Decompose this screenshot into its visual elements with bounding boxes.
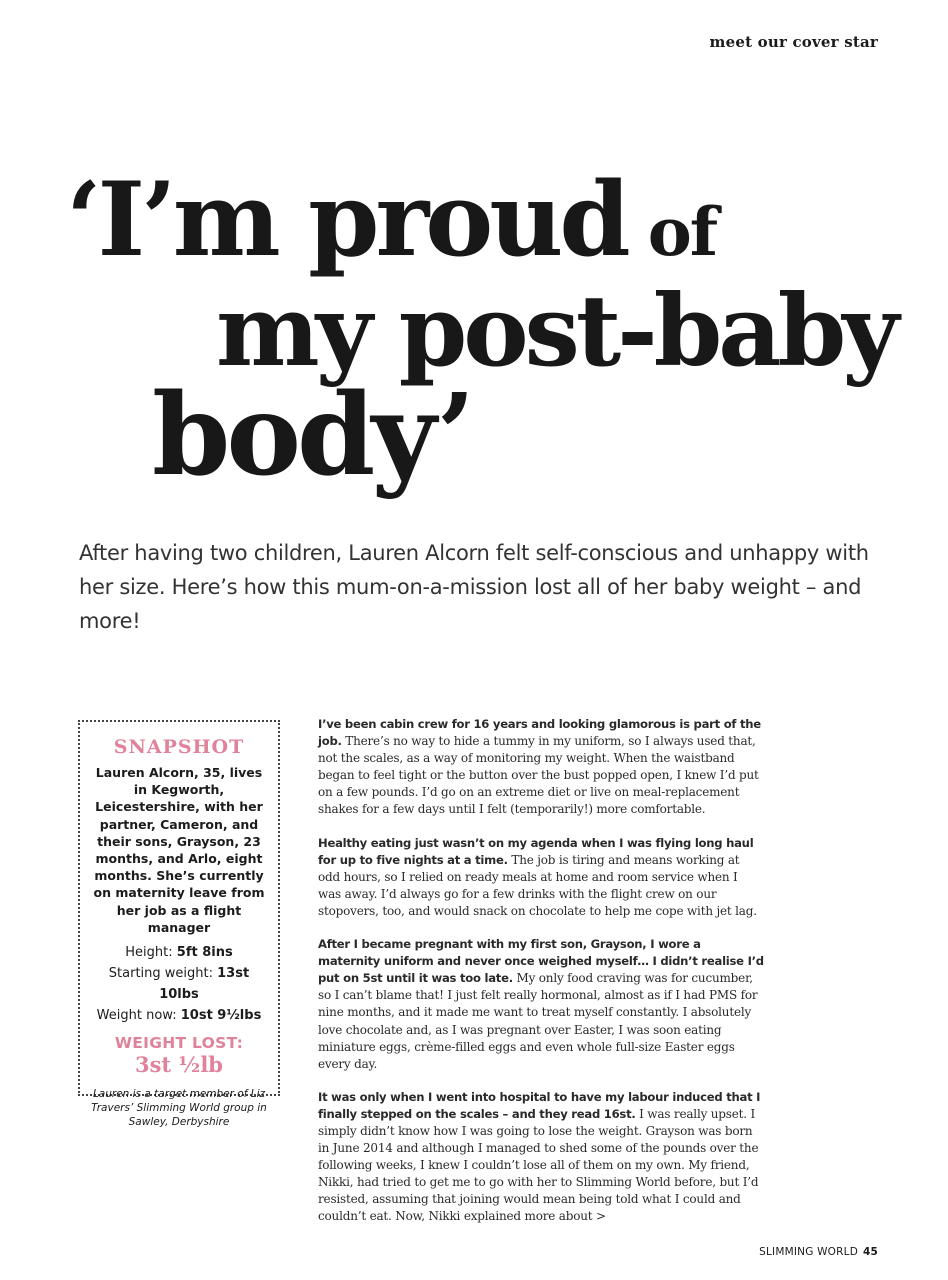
paragraph-lead: After I became pregnant with my first son, Grayson, I wore a maternity uniform and never once weighed myself… I didn’t realise I’d put on 5st until it was too late.	[318, 937, 764, 986]
headline-line-1	[66, 160, 896, 282]
page-number: 45	[862, 1246, 878, 1258]
weight-lost-value: 3st ½lb	[134, 1052, 223, 1078]
snapshot-bio: Lauren Alcorn, 35, lives in Kegworth, Leicestershire, with her partner, Cameron, and their sons, Grayson, 23 months, and Arlo, eight months. She’s currently on maternity leave from her job as a flight manager	[93, 765, 265, 935]
snapshot-title: SNAPSHOT	[113, 736, 245, 758]
headline-line-3: body’	[152, 370, 472, 501]
height-label: Height:	[125, 945, 173, 961]
paragraph-lead: It was only when I went into hospital to have my labour induced that I finally stepped on the scales – and they read 16st.	[318, 1089, 761, 1121]
paragraph-lead: Healthy eating just wasn’t on my agenda when I was flying long haul for up to five nights at a time.	[318, 835, 754, 867]
weight-now-stat	[90, 1005, 268, 1026]
starting-weight-label: Starting weight:	[108, 966, 213, 982]
paragraph-text: The job is tiring and means working at odd hours, so I relied on ready meals at home and room service when I was away. I’d always go for a few drinks with the flight crew on our stopovers, too, and would snack on chocolate to help me cope with jet lag.	[318, 852, 757, 918]
group-credit: Lauren is a target member of Liz Travers’ Slimming World group in Sawley, Derbyshire	[91, 1088, 267, 1129]
paragraph-text: I was really upset. I simply didn’t know how I was going to lose the weight. Grayson was born in June 2014 and although I managed to shed some of the pounds over the following weeks, I knew I couldn’t lose all of them on my own. My friend, Nikki, had tried to get me to go with her to Slimming World before, but I’d resisted, assuming that joining would mean being told what I could and couldn’t eat. Now, Nikki explained more about	[318, 1106, 759, 1224]
article-paragraph	[318, 835, 764, 920]
headline-line-2: my post-baby	[216, 274, 896, 389]
headline-line-1-small: of	[626, 193, 717, 271]
height-stat	[90, 942, 268, 963]
starting-weight-stat	[90, 963, 268, 1005]
article-body	[318, 716, 764, 1242]
weight-now-value: 10st 9½lbs	[180, 1008, 262, 1024]
paragraph-text: There’s no way to hide a tummy in my uniform, so I always used that, not the scales, as a way of monitoring my weight. When the waistband began to feel tight or the button over the bust popped open, I knew I’d put on a few pounds. I’d go on an extreme diet or live on meal-replacement shakes for a few days until I felt (temporarily!) more comfortable.	[318, 734, 759, 817]
paragraph-lead: I’ve been cabin crew for 16 years and looking glamorous is part of the job.	[318, 717, 761, 749]
headline	[66, 160, 896, 501]
article-paragraph	[318, 716, 764, 819]
page-footer	[759, 1246, 878, 1258]
snapshot-box	[78, 720, 280, 1129]
height-value: 5ft 8ins	[176, 945, 233, 961]
article-paragraph	[318, 1089, 764, 1226]
article-paragraph	[318, 936, 764, 1073]
starting-weight-value: 13st 10lbs	[159, 966, 250, 1003]
standfirst: After having two children, Lauren Alcorn felt self-conscious and unhappy with her size. Here’s how this mum-on-a-mission lost all of her baby weight – and more!	[79, 541, 869, 633]
paragraph-text: My only food craving was for cucumber, so I can’t blame that! I just felt really hormonal, almost as if I had PMS for nine months, and it made me want to treat myself constantly. I absolutely love chocolate and, as I was pregnant over Easter, I was soon eating miniature eggs, crème-filled eggs and even whole full-size Easter eggs every day.	[318, 971, 758, 1071]
weight-lost-label: WEIGHT LOST:	[114, 1034, 244, 1053]
headline-line-1-main: ‘I’m proud	[66, 160, 627, 280]
publication-name: SLIMMING WORLD	[759, 1246, 858, 1258]
weight-now-label: Weight now:	[96, 1008, 177, 1024]
section-label: meet our cover star	[709, 33, 878, 51]
continue-arrow-icon: >	[596, 1209, 606, 1224]
